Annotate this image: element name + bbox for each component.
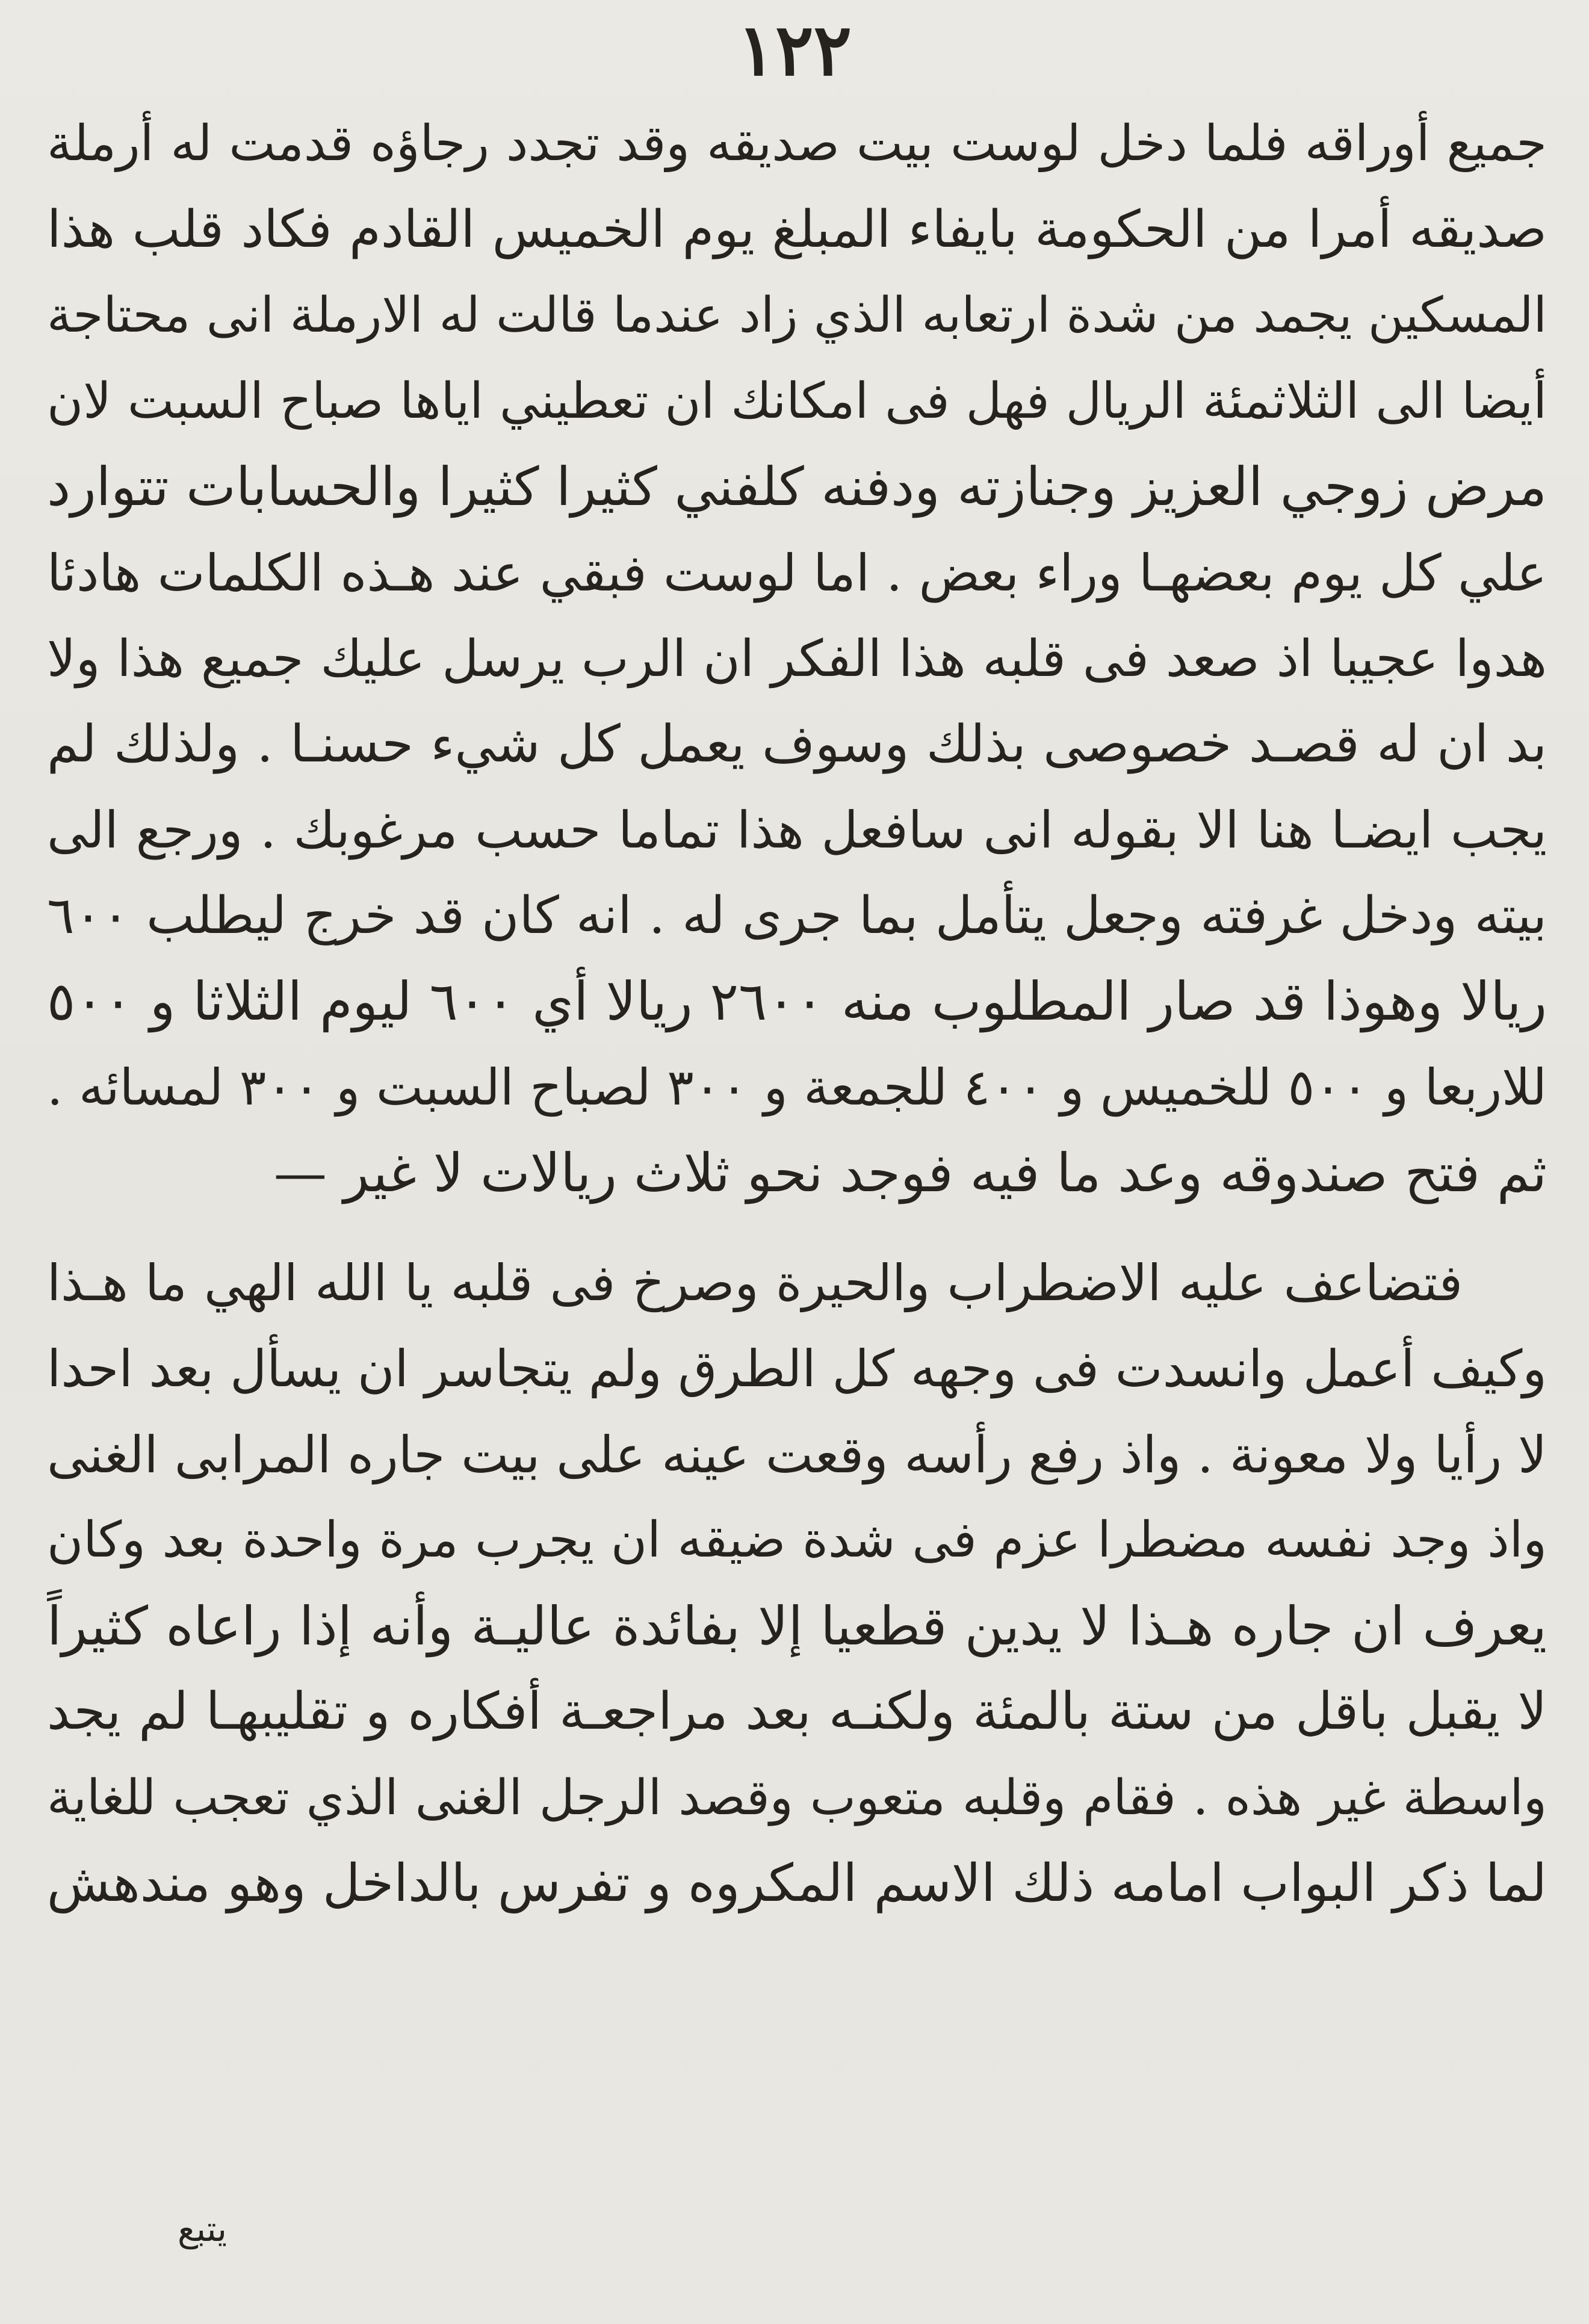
text-line: مرض زوجي العزيز وجنازته ودفنه كلفني كثيرا كثيرا والحسابات تتوارد [47,456,1547,518]
text-line: يعرف ان جاره هـذا لا يدين قطعيا إلا بفائدة عاليـة وأنه إذا راعاه كثيراً [47,1594,1547,1657]
text-line: وكيف أعمل وانسدت فى وجهه كل الطرق ولم يتجاسر ان يسأل بعد احدا [47,1339,1547,1398]
text-line: للاربعا و ٥٠٠ للخميس و ٤٠٠ للجمعة و ٣٠٠ لصباح السبت و ٣٠٠ لمسائه . [47,1058,1547,1117]
page-number: ١٢٢ [737,8,852,91]
body-text [47,101,1547,1927]
text-line: هدوا عجيبا اذ صعد فى قلبه هذا الفكر ان الرب يرسل عليك جميع هذا ولا [47,629,1547,688]
text-line: فتضاعف عليه الاضطراب والحيرة وصرخ فى قلبه يا الله الهي ما هـذا [47,1253,1463,1312]
text-line: يجب ايضـا هنا الا بقوله انى سافعل هذا تماما حسب مرغوبك . ورجع الى [47,801,1547,860]
text-line: واذ وجد نفسه مضطرا عزم فى شدة ضيقه ان يجرب مرة واحدة بعد وكان [47,1511,1547,1569]
text-line: واسطة غير هذه . فقام وقلبه متعوب وقصد الرجل الغنى الذي تعجب للغاية [47,1769,1547,1826]
text-line: بيته ودخل غرفته وجعل يتأمل بما جرى له . انه كان قد خرج ليطلب ٦٠٠ [47,885,1547,946]
text-line: علي كل يوم بعضهـا وراء بعض . اما لوست فبقي عند هـذه الكلمات هادئا [47,543,1547,603]
text-line: صديقه أمرا من الحكومة بايفاء المبلغ يوم الخميس القادم فكاد قلب هذا [47,199,1547,259]
catchword-continued: يتبع [178,2208,228,2249]
text-line: أيضا الى الثلاثمئة الريال فهل فى امكانك ان تعطيني اياها صباح السبت لان [47,372,1547,430]
text-line: بد ان له قصـد خصوصى بذلك وسوف يعمل كل شيء حسنـا . ولذلك لم [47,714,1547,774]
text-line: المسكين يجمد من شدة ارتعابه الذي زاد عندما قالت له الارملة انى محتاجة [47,287,1547,344]
text-line: لما ذكر البواب امامه ذلك الاسم المكروه و تفرس بالداخل وهو مندهش [47,1853,1547,1913]
text-line: لا يقبل باقل من ستة بالمئة ولكنـه بعد مراجعـة أفكاره و تقليبهـا لم يجد [47,1682,1547,1741]
text-line: جميع أوراقه فلما دخل لوست بيت صديقه وقد تجدد رجاؤه قدمت له أرملة [47,115,1547,172]
text-line: ريالا وهوذا قد صار المطلوب منه ٢٦٠٠ ريالا أي ٦٠٠ ليوم الثلاثا و ٥٠٠ [47,970,1547,1032]
text-line: لا رأيا ولا معونة . واذ رفع رأسه وقعت عينه على بيت جاره المرابى الغنى [47,1425,1547,1484]
paragraph-gap [47,1216,1547,1241]
text-line: ثم فتح صندوقه وعد ما فيه فوجد نحو ثلاث ريالات لا غير — [273,1142,1547,1204]
